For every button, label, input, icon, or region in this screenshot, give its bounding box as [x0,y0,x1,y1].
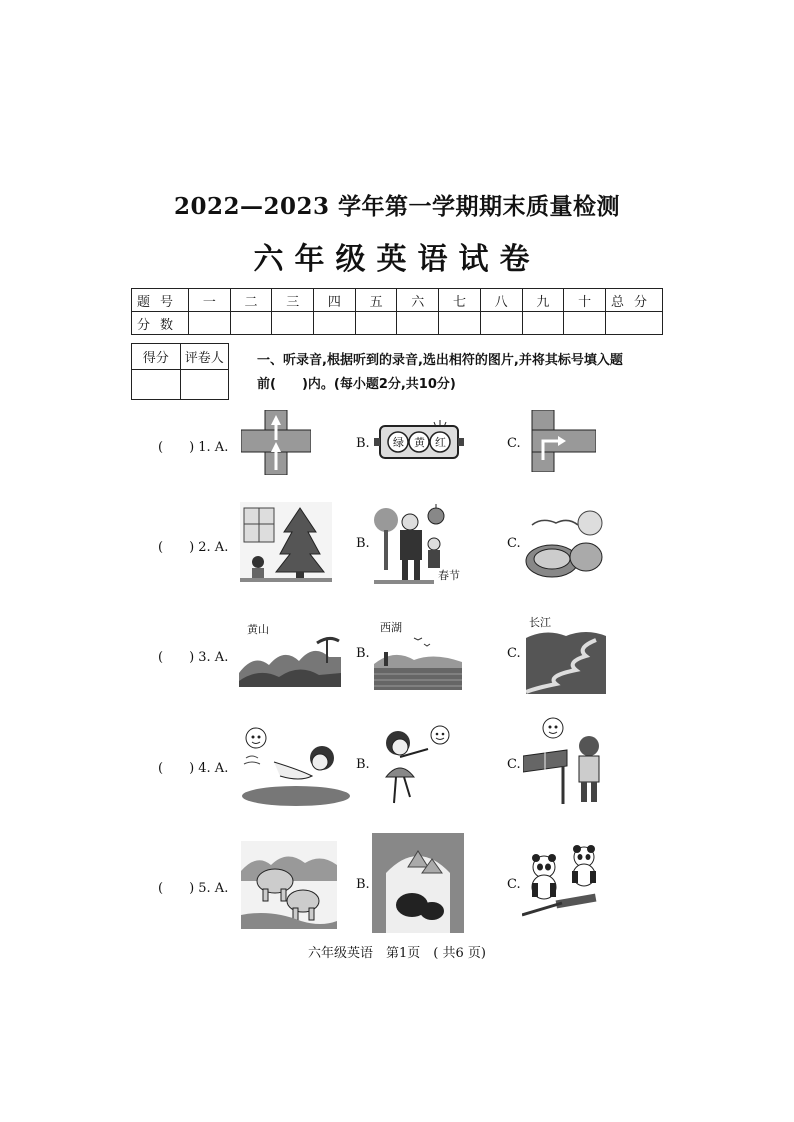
option-b-label: B. [356,536,370,551]
score-col: 六 [397,289,439,312]
q1-c-crossroad-turn-image[interactable] [528,410,596,472]
q5-a-elephants-image[interactable] [241,841,337,929]
q1-a-crossroad-straight-image[interactable] [241,410,311,475]
option-b-label: B. [356,646,370,661]
huangshan-label: 黄山 [247,623,269,636]
score-cell[interactable] [397,312,439,335]
score-cell[interactable] [439,312,481,335]
grader-score-label: 得分 [132,344,181,370]
section-instruction [257,349,667,397]
traffic-label-red: 红 [435,436,446,449]
score-table-header-row [132,289,663,312]
grader-table [131,343,229,400]
spring-festival-label: 春节 [438,569,460,582]
score-table-value-row [132,312,663,335]
q3-b-west-lake-image[interactable] [374,634,462,690]
q4-b-girl-dancing-image[interactable] [372,723,454,811]
traffic-label-yellow: 黄 [414,436,425,449]
question-1-label[interactable]: ( ) 1. A. [158,440,229,455]
traffic-label-green: 绿 [393,436,404,449]
score-col: 十 [564,289,606,312]
score-cell[interactable] [480,312,522,335]
q5-b-cave-bears-image[interactable] [372,833,464,933]
score-cell[interactable] [564,312,606,335]
exam-subtitle: 六年级英语试卷 [253,242,541,277]
q4-a-girl-skiing-image[interactable] [240,726,352,808]
option-c-label: C. [507,646,521,661]
option-c-label: C. [507,757,521,772]
grader-score-cell[interactable] [132,370,181,400]
score-row-label: 分数 [132,312,189,335]
score-cell[interactable] [522,312,564,335]
page-footer: 六年级英语 第1页 ( 共6 页) [308,946,486,961]
question-3-label[interactable]: ( ) 3. A. [158,650,229,665]
score-cell[interactable] [606,312,663,335]
score-cell[interactable] [230,312,272,335]
score-col: 七 [439,289,481,312]
score-cell[interactable] [189,312,231,335]
score-cell[interactable] [314,312,356,335]
score-cell[interactable] [272,312,314,335]
option-b-label: B. [356,877,370,892]
option-c-label: C. [507,436,521,451]
option-b-label: B. [356,757,370,772]
score-col: 八 [480,289,522,312]
q3-c-yangtze-river-image[interactable] [526,626,606,694]
option-c-label: C. [507,877,521,892]
q3-a-huangshan-image[interactable] [239,633,341,687]
q4-c-boy-ping-pong-image[interactable] [523,716,611,808]
xihu-label: 西湖 [380,621,402,634]
grader-name-cell[interactable] [180,370,229,400]
exam-title: 2022—2023 学年第一学期期末质量检测 [173,193,621,220]
score-cell[interactable] [355,312,397,335]
instruction-line: 前( )内。(每小题2分,共10分) [257,377,456,392]
q2-c-mooncake-image[interactable] [522,505,608,583]
question-2-label[interactable]: ( ) 2. A. [158,540,229,555]
score-col-total: 总分 [606,289,663,312]
score-col: 一 [189,289,231,312]
question-4-label[interactable]: ( ) 4. A. [158,761,229,776]
score-col: 五 [355,289,397,312]
score-table-label: 题号 [132,289,189,312]
option-b-label: B. [356,436,370,451]
option-c-label: C. [507,536,521,551]
score-table [131,288,663,335]
q5-c-pandas-image[interactable] [522,843,604,923]
score-col: 三 [272,289,314,312]
question-5-label[interactable]: ( ) 5. A. [158,881,229,896]
changjiang-label: 长江 [529,616,551,629]
score-col: 二 [230,289,272,312]
q2-a-christmas-image[interactable] [240,502,332,582]
score-col: 九 [522,289,564,312]
grader-name-label: 评卷人 [180,344,229,370]
instruction-line: 一、听录音,根据听到的录音,选出相符的图片,并将其标号填入题 [257,353,623,368]
score-col: 四 [314,289,356,312]
